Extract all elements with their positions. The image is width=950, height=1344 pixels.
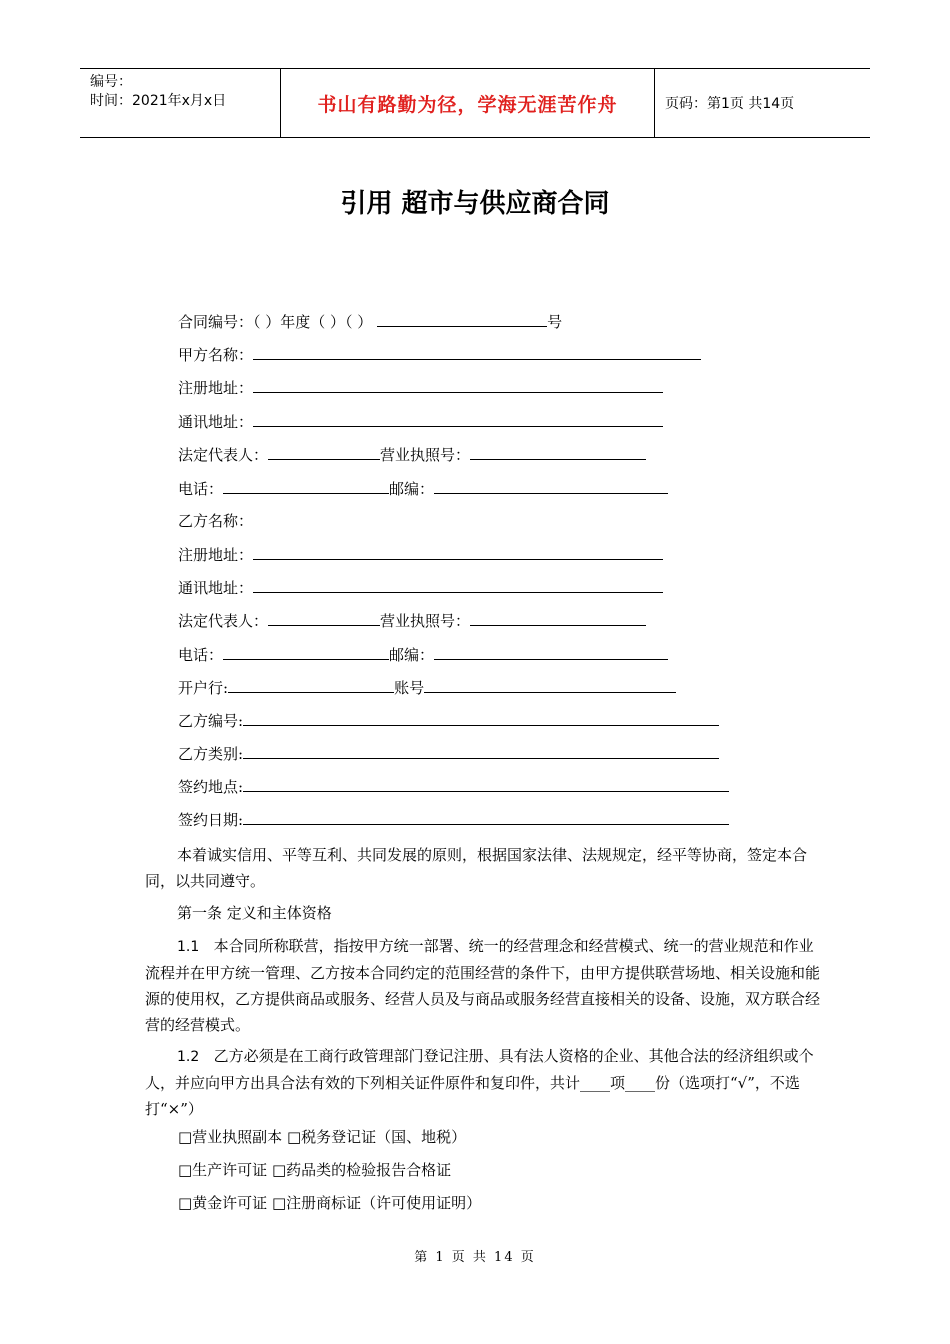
bank-account-line	[178, 676, 676, 698]
sign-place-line	[178, 775, 729, 797]
legal-rep-label: 法定代表人：	[178, 446, 269, 464]
blank-line	[243, 709, 719, 726]
header-page-number: 页码：第1页 共14页	[665, 96, 795, 112]
reg-address-label: 注册地址：	[178, 379, 254, 397]
sign-date-label: 签约日期:	[178, 811, 244, 829]
header-meta	[80, 69, 281, 137]
license-no-label: 营业执照号：	[380, 612, 471, 630]
party-b-category-label: 乙方类别:	[178, 745, 244, 763]
blank-line	[253, 543, 663, 560]
document-title: 引用 超市与供应商合同	[340, 189, 610, 219]
sign-place-label: 签约地点:	[178, 778, 244, 796]
license-no-label: 营业执照号：	[380, 446, 471, 464]
blank-line	[223, 643, 389, 660]
page-footer: 第 1 页 共 14 页	[414, 1250, 536, 1265]
mail-address-label: 通讯地址：	[178, 579, 254, 597]
phone-label: 电话：	[178, 480, 224, 498]
legal-rep-label: 法定代表人：	[178, 612, 269, 630]
blank-line	[228, 676, 394, 693]
blank-line	[377, 310, 547, 327]
blank-line	[470, 443, 646, 460]
contract-number-line	[178, 310, 562, 332]
contract-number-suffix: 号	[547, 313, 563, 331]
blank-line	[268, 609, 380, 626]
header-motto: 书山有路勤为径，学海无涯苦作舟	[317, 93, 618, 116]
party-b-name-label: 乙方名称：	[178, 512, 254, 530]
blank-line	[470, 609, 646, 626]
clause-number: 1.1	[177, 939, 200, 955]
account-label: 账号	[394, 679, 425, 697]
blank-line	[243, 775, 729, 792]
article-1-heading	[145, 900, 825, 926]
party-a-mail-address-line	[178, 410, 663, 432]
blank-line	[253, 576, 663, 593]
article-1-title: 第一条 定义和主体资格	[177, 904, 332, 922]
reg-address-label: 注册地址：	[178, 546, 254, 564]
blank-line	[253, 343, 701, 360]
blank-line	[424, 676, 676, 693]
blank-line	[243, 808, 729, 825]
blank-line	[253, 410, 663, 427]
mail-address-label: 通讯地址：	[178, 413, 254, 431]
postcode-label: 邮编：	[389, 646, 435, 664]
blank-line	[243, 742, 719, 759]
clause-number: 1.2	[177, 1049, 200, 1065]
party-a-name-label: 甲方名称：	[178, 346, 254, 364]
postcode-label: 邮编：	[389, 480, 435, 498]
blank-line	[253, 376, 663, 393]
party-b-mail-address-line	[178, 576, 663, 598]
blank-line	[434, 477, 668, 494]
contract-number-label: 合同编号：（ ）年度（ ）（ ）	[178, 313, 373, 331]
blank-line	[434, 643, 668, 660]
party-b-rep-line	[178, 609, 646, 631]
sign-date-line	[178, 808, 729, 830]
party-a-rep-line	[178, 443, 646, 465]
clause-text: 本合同所称联营，指按甲方统一部署、统一的经营理念和经营模式、统一的营业规范和作业流程并在甲方统一管理、乙方按本合同约定的范围经营的条件下，由甲方提供联营场地、相关设施和能源的使用权，乙方提供商品或服务、经营人员及与商品或服务经营直接相关的设备、设施，双方联合经营的经营模式。	[145, 937, 821, 1034]
party-b-number-label: 乙方编号:	[178, 712, 244, 730]
checklist-row: □黄金许可证 □注册商标证（许可使用证明）	[178, 1194, 482, 1212]
clause-text: 乙方必须是在工商行政管理部门登记注册、具有法人资格的企业、其他合法的经济组织或个人，并应向甲方出具合法有效的下列相关证件原件和复印件，共计____项____份（选项打“√”，不选打“×”）	[145, 1047, 814, 1118]
party-a-name-line	[178, 343, 701, 365]
party-b-name-line	[178, 510, 253, 532]
intro-text: 本着诚实信用、平等互利、共同发展的原则，根据国家法律、法规规定，经平等协商，签定本合同，以共同遵守。	[145, 846, 808, 890]
intro-paragraph	[145, 842, 825, 894]
blank-line	[223, 477, 389, 494]
checklist-row: □营业执照副本 □税务登记证（国、地税）	[178, 1128, 467, 1146]
blank-line	[268, 443, 380, 460]
header-time: 时间：2021年x月x日	[90, 93, 227, 109]
party-b-reg-address-line	[178, 543, 663, 565]
party-b-number-line	[178, 709, 719, 731]
party-b-category-line	[178, 742, 719, 764]
bank-label: 开户行:	[178, 679, 229, 697]
phone-label: 电话：	[178, 646, 224, 664]
page-header	[80, 68, 870, 138]
clause-1-2	[145, 1043, 825, 1122]
checklist-row: □生产许可证 □药品类的检验报告合格证	[178, 1161, 452, 1179]
clause-1-1	[145, 933, 825, 1038]
party-b-phone-line	[178, 643, 668, 665]
header-number: 编号：	[90, 74, 132, 90]
header-motto-cell	[281, 69, 655, 137]
party-a-phone-line	[178, 477, 668, 499]
party-a-reg-address-line	[178, 376, 663, 398]
